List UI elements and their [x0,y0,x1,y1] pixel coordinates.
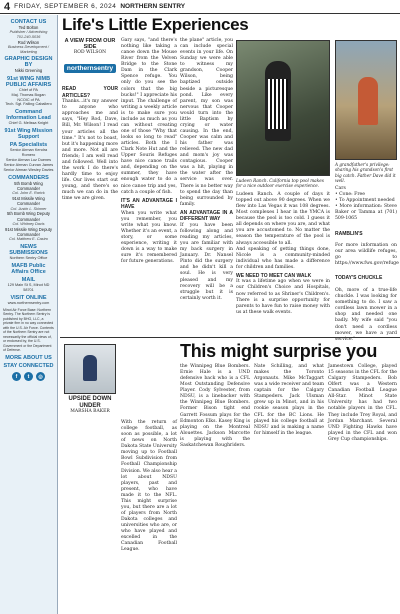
news-submissions-title: NEWS SUBMISSIONS [9,243,48,256]
command-info-title: Command Information Lead [6,109,51,122]
contact-role: Publisher / Advertising [9,30,48,35]
article-column-3 [180,38,233,334]
column-author: ROD WILSON [73,50,107,56]
paper-name: NORTHERN SENTRY [120,3,186,10]
article-column-2 [121,38,177,334]
contact-name: Ted Bolton [18,25,39,30]
subheading: READ YOUR ARTICLES? [62,86,118,99]
column-author: MARSHA BAKER [70,409,110,415]
body-text: If you have been following along and reading my articles, you are familiar with my back surgery in January. Dr. Nansel Pinto did the surgery and he didn't kill a soul. He is very pleased and my recovery will be a struggle but it is certainly worth it. [180,222,233,301]
contact-phone: 701-240-5036 [16,34,41,39]
pa-line: NCOIC of PA [17,97,40,102]
body-text: It was a lifetime ago when we were in our Children's Choice and Hospitals, now referred to as Shriner's Children's. There is a surprise opportunity for parents to have fun to raise money with us at these walk events. [236,279,330,315]
subheading: AN ADVANTAGE IN A DIFFERENT WAY [180,209,233,223]
mail-title: MAIL [21,276,36,283]
pa-specialist: Senior Airman Luz Duenes [5,158,52,163]
commander-name: Col. Whitney Davis [12,221,45,226]
pa-specialist: Senior Airman Kendra Romero [9,148,48,158]
pa-specialist: Senior Airman Wesley Davies [3,167,54,172]
graphic-design-title: GRAPHIC DESIGN BY [4,56,53,69]
pa-specialists-title: PA Specialists [9,142,48,149]
column-title: A VIEW FROM OUR SIDE [64,38,116,51]
northernsentry-logo: northernsentry [64,64,116,73]
body-text: For more information on our area wildlife refuges, go to https://www.fws.gov/refuge [335,243,399,267]
article-headline: Life's Little Experiences [62,15,249,34]
commander-unit: 91st Missile Wing Deputy Commander [4,226,52,237]
section-divider [60,337,400,338]
visit-online-title: VISIT ONLINE [10,294,47,301]
body-text: And speaking of getting things done, Nicole is a community-minded individual who has made a difference for children and families. [236,246,330,270]
graphic-designer: Nikki Greening [14,68,43,74]
commander-name: Col. John E. Rarick [12,191,45,196]
news-submissions-text: Northern Sentry Office [9,255,48,260]
contact-role: Business Development / Marketing [8,44,49,54]
contact-name: Rod Wilson [17,39,40,45]
article-column-4 [236,192,330,334]
article2-column-2 [180,364,250,612]
body-text: Oh, more of a true-life chuckle. I was looking for something to do. I saw a cordless lawn mower in a shop and needed one badly. My wife said "you don't need a cordless mower, we have a yard service." [335,288,397,342]
body-text: the plane" article, you can include special events in your life. On Sunday we were able to witness my grandson, Cooper Wilson, being baptized outside beside a picturesque pond. Like every parent, my son was nervous that Cooper would turn into the little Baptism by crying or water causing. In the end, Cooper was calm and his father was relieved. The new dad and mom's joy was contagious. Cooper was a hit, playing in the water after the service was over. There is no better way to spend the day than being surrounded by family. [180,38,233,207]
photo-caption: A grandfather's privilege: sharing his grandson's first big catch. Father Dave did it well. [335,162,396,183]
subheading: TODAY'S CHUCKLE [335,275,383,282]
subheading: RAMBLIN'S [335,230,363,237]
mail-address: 129 Main St S, Minot ND 58701 [7,282,50,292]
issue-date: FRIDAY, SEPTEMBER 6, 2024 [14,3,117,10]
contact-sidebar [0,15,58,614]
commander-unit: 5th Bomb Wing Deputy Commander [6,211,51,222]
article-headline: This might surprise you [180,341,378,361]
subheading: IT'S AN ADVANTAGE I HAVE [121,197,177,211]
body-text: Nate Schilling, and what makes the Toronto Argonauts. Mike McTaggart was a wide receiver and team captain for the Calgary Stampeders. Jack Ulsman grew up in Minot, and in his rookie season plays in the CFL for the BC Lions. He played his college football at NDSU and is making a name for himself in the league. [254,364,324,436]
article2-column-4 [328,364,397,612]
pa-line: Tech. Sgt. Falling Caballero [5,102,52,107]
twitter-icon[interactable]: t [24,372,33,381]
body-text: Ludeen Ranch. A couple of days it topped out above 90 degrees. When we flew into Las Vegas it was 108 degrees. Most complexes I hear in the YMCA is because the pool is too cold. I guess it all depends on where you are, and what you are accustomed to. No matter the season the temperature of the pool is always accessible to all. [236,192,330,246]
commander-unit: 91st Missile Wing Commander [12,196,45,207]
pa-line: Maj. Thomas Bogan [11,92,46,97]
page-number: 4 [4,0,11,13]
facebook-icon[interactable]: f [12,372,21,381]
instagram-icon[interactable]: ◎ [36,372,45,381]
pa-specialist: Senior Airman Curvan James [3,163,54,168]
commanders-title: COMMANDERS [8,174,49,181]
photo-caption: Ludeen Ranch. California top pool makes for a nice outdoor exercise experience. [236,178,324,189]
body-text: the Winnipeg Blue Bombers. Ernie Hale is a UND defensive back who is a CFL Most Outstanding Defensive Player. Cody Sylvester, from NDSU, is a linebacker with the Winnipeg Blue Bombers. Former Bison tight end Garrett Fossum plays for the Edmonton Elks. Kasey King is playing on the Montreal Alouettes. Jackson Marcotte is playing with the Saskatchewan Roughriders. [180,364,250,448]
page-header [0,0,400,14]
body-text: Thanks...it's my answer to anyone who approaches me and says, "Hey Rod, Dave, Bill, Mr. Wilson! I read your articles all the time." It's not to boast, but it's happening more and more. Not all are friends; I am well read and followed. Well into the work I do there's hardly time to enjoy life. Our lives start out young, and there's so much we can do in the time we are given. [62,99,118,202]
grandson-photo [335,40,397,160]
body-text: With the return of college football, as soon as possible, a lot of news on North Dakota State University moving up to Football Bowl Subdivision from Football Championship Division. We also hear a lot about NDSU players, past and present, who have made it to the NFL. This might surprise you, but there are a lot of players from North Dakota colleges and universities who are, or who have played and excelled in the Canadian Football League. [121,420,177,553]
column-byline [62,38,118,75]
body-text: When you write what you remember, you write what you know. Whether it's an event, a story, or some experience, writing it down is a way to make sure it's remembered for future generations. [121,210,177,265]
column-byline [62,344,118,414]
commander-name: Col. Justin L. Skinner [10,206,47,211]
pa-line: Chief of PA [19,87,38,92]
umpire-photo [236,40,330,176]
article2-column-1 [121,420,177,612]
hockey-photo [64,344,116,394]
contact-title: CONTACT US [10,19,47,25]
stay-connected-title: STAY CONNECTED [3,363,54,369]
public-affairs-title: 91st WING NIMB PUBLIC AFFAIRS [5,75,52,88]
mafb-title: MAFB Public Affairs Office [11,262,46,275]
more-about-title: MORE ABOUT US [5,355,52,361]
column-title: UPSIDE DOWN UNDER [68,396,112,409]
article-column-5 [335,180,399,342]
body-text: Jamestown College, played 15 seasons in the CFL for the Calgary Stampeders. Bob Olfert was a Western Canadian Football League All-Star. Minot State University has had two notable players in the CFL. They include Trey Royal, and Jordan Marchant. Several UND Fighting Hawks have played in the CFL and won Grey Cup championships. [328,364,397,442]
body-text: Gary says, "and there's nothing like taking a canoe down the Mouse River from the Velven Bridge to the Stone Dam in the Clark Spence refuge. You only do you see the colors that the big bucks!" I appreciate his input. The challenge of writing a weekly article is to make sure you include as much as you can without creating one of those "Why that looks so long to read" articles. Both the I Clark Note Hut and the Upper Souris Refuges have nice canoe trails and, depending on the summer, they have enough water to do a nice canoe trip and yes, catch a couple of fish. [121,38,177,195]
about-text: Minot Air Force Base: Northern Sentry. The Northern Sentry is published by BHG, LLC, a private firm in no way connected with the U.S. Air Force. Contents of the Northern Sentry are not necessarily the official views of, or endorsed by, the U.S. Government or the Department of Defense. [3,307,54,353]
commander-name: Col. Matthew E. Castro [8,237,49,242]
website-link[interactable]: www.northernsentry.com [7,300,50,305]
body-text: Cars • Cone: Free • To Appointment needed • More information: Steve Baker or Tamma at (701) 509-1065 [335,186,397,222]
subheading: WE NEED TO MEET CAN WALK [236,272,312,279]
commander-unit: 5th Bomb Wing Commander [14,180,43,192]
mission-support-title: 91st Wing Mission Support [4,128,53,141]
article2-column-3 [254,364,324,612]
social-links [3,372,54,381]
article-column-1 [62,84,118,334]
command-info-name: Chief G. Melissa Knight [8,121,49,126]
